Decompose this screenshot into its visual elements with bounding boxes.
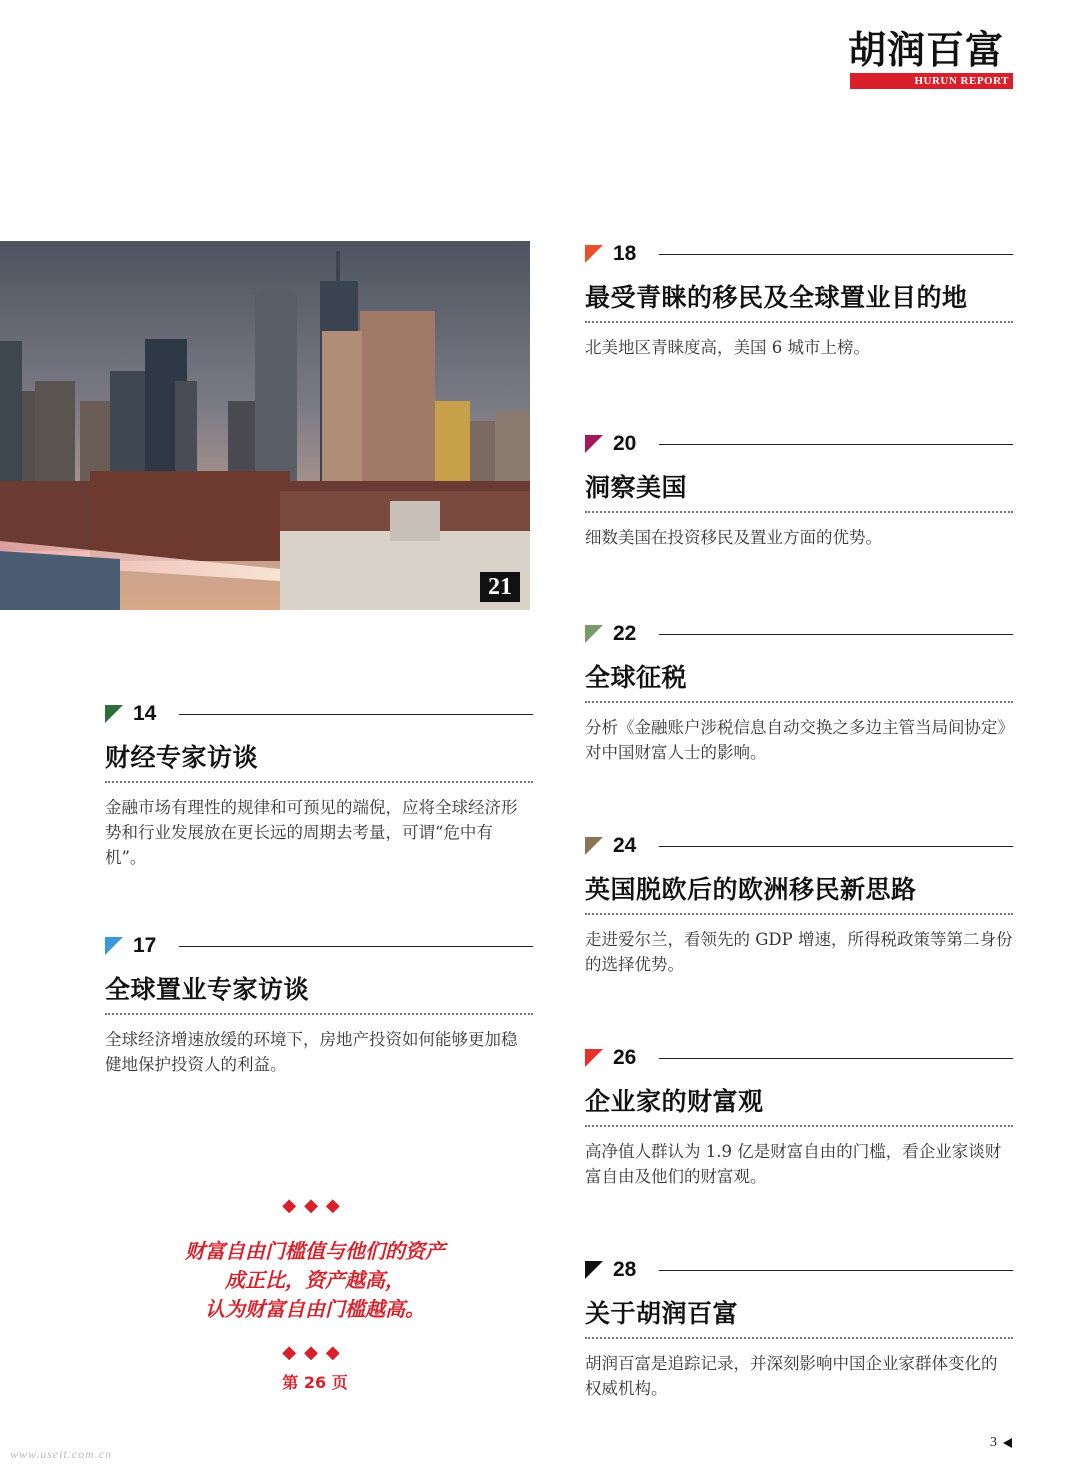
- hurun-logo: [848, 28, 1013, 87]
- entry-title[interactable]: 财经专家访谈: [105, 743, 259, 772]
- page-number-text: 3: [990, 1435, 997, 1450]
- diamond-ornament-bottom: ◆◆◆: [282, 1342, 348, 1363]
- corner-marker-icon: [585, 245, 603, 263]
- logo-english: HURUN REPORT: [850, 73, 1013, 89]
- entry-description: 金融市场有理性的规律和可预见的端倪，应将全球经济形势和行业发展放在更长远的周期去考量，可谓“危中有机”。: [105, 798, 518, 867]
- dotted-divider: [585, 321, 1013, 323]
- article-entry[interactable]: [585, 833, 1013, 977]
- dotted-divider: [105, 781, 533, 783]
- corner-marker-icon: [105, 705, 123, 723]
- entry-title[interactable]: 关于胡润百富: [585, 1299, 739, 1328]
- entry-description: 胡润百富是追踪记录，并深刻影响中国企业家群体变化的权威机构。: [585, 1354, 998, 1398]
- entry-title[interactable]: 最受青睐的移民及全球置业目的地: [585, 283, 968, 312]
- marker-shape: [585, 1261, 603, 1279]
- article-entry[interactable]: [585, 1257, 1013, 1401]
- entry-title[interactable]: 洞察美国: [585, 473, 688, 502]
- corner-marker-icon: [105, 937, 123, 955]
- entry-title[interactable]: 全球征税: [585, 663, 688, 692]
- marker-shape: [585, 245, 603, 263]
- entry-description: 全球经济增速放缓的环境下，房地产投资如何能够更加稳健地保护投资人的利益。: [105, 1030, 518, 1074]
- photo-page-label: 21: [480, 572, 520, 602]
- article-entry[interactable]: [585, 431, 1013, 550]
- entry-page-number: 26: [613, 1046, 637, 1069]
- article-entry[interactable]: [585, 241, 1013, 360]
- page-number: [990, 1435, 1012, 1451]
- dotted-divider: [105, 1013, 533, 1015]
- entry-description: 分析《金融账户涉税信息自动交换之多边主管当局间协定》对中国财富人士的影响。: [585, 718, 1006, 762]
- entry-title[interactable]: 英国脱欧后的欧洲移民新思路: [585, 875, 917, 904]
- entry-description: 高净值人群认为 1.9 亿是财富自由的门槛，看企业家谈财富自由及他们的财富观。: [585, 1142, 1002, 1186]
- marker-shape: [585, 1049, 603, 1067]
- city-skyline-photo: [0, 241, 530, 610]
- entry-description: 北美地区青睐度高，美国 6 城市上榜。: [585, 338, 870, 357]
- header-rule: [179, 714, 533, 715]
- entry-page-number: 28: [613, 1258, 637, 1281]
- pull-quote: [150, 1195, 480, 1393]
- article-entry[interactable]: [585, 1045, 1013, 1189]
- header-rule: [659, 634, 1013, 635]
- corner-marker-icon: [585, 837, 603, 855]
- header-rule: [179, 946, 533, 947]
- corner-marker-icon: [585, 1261, 603, 1279]
- entry-title[interactable]: 全球置业专家访谈: [105, 975, 310, 1004]
- entry-page-number: 24: [613, 834, 637, 857]
- quote-page-reference[interactable]: 第 26 页: [282, 1373, 348, 1392]
- marker-shape: [105, 937, 123, 955]
- dotted-divider: [585, 1337, 1013, 1339]
- entry-page-number: 14: [133, 702, 157, 725]
- entry-title[interactable]: 企业家的财富观: [585, 1087, 764, 1116]
- corner-marker-icon: [585, 435, 603, 453]
- article-entry[interactable]: [105, 933, 533, 1077]
- entry-page-number: 17: [133, 934, 157, 957]
- dotted-divider: [585, 511, 1013, 513]
- header-rule: [659, 1270, 1013, 1271]
- entry-page-number: 20: [613, 432, 637, 455]
- marker-shape: [585, 435, 603, 453]
- watermark: www.useit.com.cn: [10, 1447, 113, 1461]
- quote-line: 认为财富自由门槛越高。: [205, 1297, 425, 1321]
- header-rule: [659, 1058, 1013, 1059]
- marker-shape: [585, 837, 603, 855]
- entry-page-number: 18: [613, 242, 637, 265]
- diamond-ornament-top: ◆◆◆: [282, 1195, 348, 1216]
- corner-marker-icon: [585, 1049, 603, 1067]
- entry-page-number: 22: [613, 622, 637, 645]
- header-rule: [659, 254, 1013, 255]
- header-rule: [659, 444, 1013, 445]
- entry-description: 细数美国在投资移民及置业方面的优势。: [585, 528, 882, 547]
- dotted-divider: [585, 1125, 1013, 1127]
- dotted-divider: [585, 701, 1013, 703]
- triangle-left-icon: [1003, 1438, 1012, 1448]
- article-entry[interactable]: [585, 621, 1013, 765]
- header-rule: [659, 846, 1013, 847]
- dotted-divider: [585, 913, 1013, 915]
- quote-line: 财富自由门槛值与他们的资产: [185, 1239, 445, 1263]
- marker-shape: [105, 705, 123, 723]
- corner-marker-icon: [585, 625, 603, 643]
- logo-chinese: 胡润百富: [848, 28, 1005, 72]
- article-entry[interactable]: [105, 701, 533, 870]
- quote-line: 成正比，资产越高，: [225, 1268, 405, 1292]
- marker-shape: [585, 625, 603, 643]
- entry-description: 走进爱尔兰，看领先的 GDP 增速，所得税政策等第二身份的选择优势。: [585, 930, 1013, 974]
- skyline-illustration: [0, 241, 530, 610]
